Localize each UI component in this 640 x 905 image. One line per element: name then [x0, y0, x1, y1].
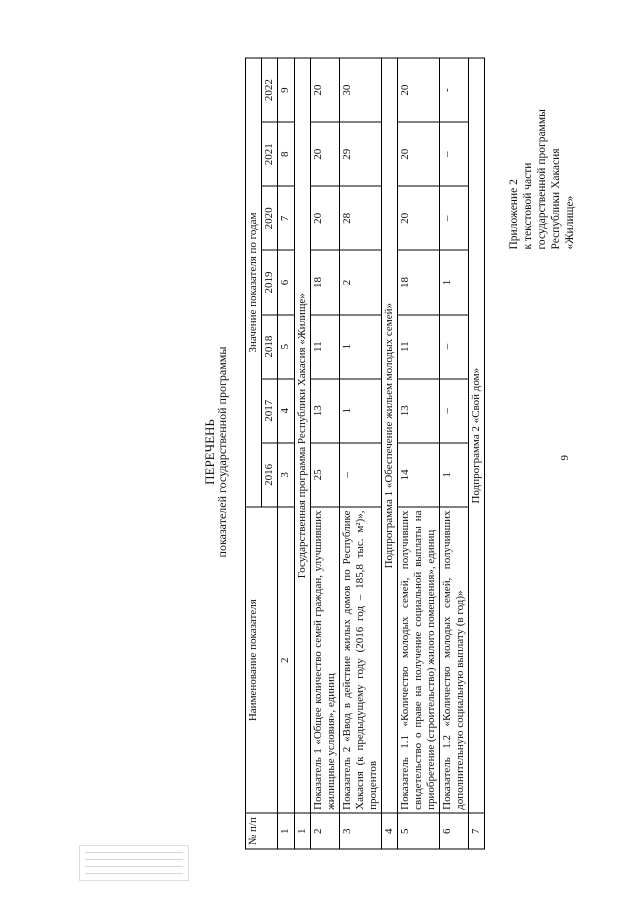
column-number: 7 [278, 186, 295, 250]
row-number: 4 [382, 813, 398, 849]
indicator-name: Показатель 1.1 «Количество молодых семей, получивших свидетельство о праве на получение социальной выплаты на приобретение (строительство) жилого помещения», единиц [398, 507, 440, 813]
value-cell: 1 [340, 379, 382, 443]
value-cell: 18 [398, 250, 440, 314]
value-cell: 20 [311, 186, 340, 250]
value-cell: – [440, 122, 469, 186]
value-cell: 28 [340, 186, 382, 250]
document-title: ПЕРЕЧЕНЬ [202, 419, 217, 485]
num-header: № п/п [246, 813, 278, 849]
appendix-line: Республики Хакасия [550, 148, 562, 250]
values-header: Значение показателя по годам [246, 58, 262, 507]
section-title: Подпрограмма 2 «Свой дом» [469, 58, 485, 813]
header-row [246, 58, 262, 849]
year-cell: 2022 [262, 58, 278, 122]
column-number: 9 [278, 58, 295, 122]
year-cell: 2020 [262, 186, 278, 250]
row-number: 5 [398, 813, 440, 849]
value-cell: 11 [311, 315, 340, 379]
row-number: 7 [469, 813, 485, 849]
row-number: 2 [311, 813, 340, 849]
value-cell: 29 [340, 122, 382, 186]
indicator-row [398, 58, 440, 849]
indicator-name: Показатель 2 «Ввод в действие жилых домов по Республике Хакасия (к предыдущему году (2016 год – 185,8 тыс. м²)», процентов [340, 507, 382, 813]
faded-stamp [79, 845, 189, 881]
value-cell: 20 [398, 58, 440, 122]
column-number: 3 [278, 443, 295, 507]
year-cell: 2016 [262, 443, 278, 507]
indicator-row [340, 58, 382, 849]
year-cell: 2021 [262, 122, 278, 186]
value-cell: 14 [398, 443, 440, 507]
row-number: 6 [440, 813, 469, 849]
year-cell: 2018 [262, 315, 278, 379]
column-number: 1 [278, 813, 295, 849]
value-cell: – [440, 186, 469, 250]
value-cell: 11 [398, 315, 440, 379]
indicator-name: Показатель 1.2 «Количество молодых семей, получивших дополнительную социальную выплату (в год)» [440, 507, 469, 813]
section-title: Подпрограмма 1 «Обеспечение жильем молодых семей» [382, 58, 398, 813]
indicator-name: Показатель 1 «Общее количество семей граждан, улучшивших жилищные условия», единиц [311, 507, 340, 813]
column-number: 4 [278, 379, 295, 443]
column-number: 5 [278, 315, 295, 379]
value-cell: 20 [398, 122, 440, 186]
value-cell: 13 [311, 379, 340, 443]
value-cell: 20 [311, 58, 340, 122]
column-number: 8 [278, 122, 295, 186]
year-cell: 2019 [262, 250, 278, 314]
section-row [382, 58, 398, 849]
column-numbers-row [278, 58, 295, 849]
name-header: Наименование показателя [246, 507, 278, 813]
appendix-line: Приложение 2 [508, 179, 520, 250]
row-number: 1 [295, 813, 311, 849]
document-subtitle: показателей государственной программы [215, 346, 229, 558]
indicator-row [311, 58, 340, 849]
column-number: 2 [278, 507, 295, 813]
value-cell: 1 [440, 443, 469, 507]
section-title: Государственная программа Республики Хакасия «Жилище» [295, 58, 311, 813]
indicator-row [440, 58, 469, 849]
section-row [469, 58, 485, 849]
value-cell: 2 [340, 250, 382, 314]
value-cell: 18 [311, 250, 340, 314]
value-cell: – [340, 443, 382, 507]
value-cell: 30 [340, 58, 382, 122]
page-number: 9 [559, 455, 571, 461]
section-row [295, 58, 311, 849]
appendix-line: «Жилище» [564, 195, 576, 250]
value-cell: 1 [440, 250, 469, 314]
value-cell: 20 [398, 186, 440, 250]
indicators-table [245, 58, 485, 850]
value-cell: 1 [340, 315, 382, 379]
value-cell: 13 [398, 379, 440, 443]
year-cell: 2017 [262, 379, 278, 443]
appendix-line: государственной программы [536, 109, 548, 250]
value-cell: – [440, 315, 469, 379]
value-cell: - [440, 58, 469, 122]
appendix-note [507, 109, 577, 249]
value-cell: – [440, 379, 469, 443]
appendix-line: к текстовой части [522, 162, 534, 250]
value-cell: 20 [311, 122, 340, 186]
column-number: 6 [278, 250, 295, 314]
row-number: 3 [340, 813, 382, 849]
value-cell: 25 [311, 443, 340, 507]
